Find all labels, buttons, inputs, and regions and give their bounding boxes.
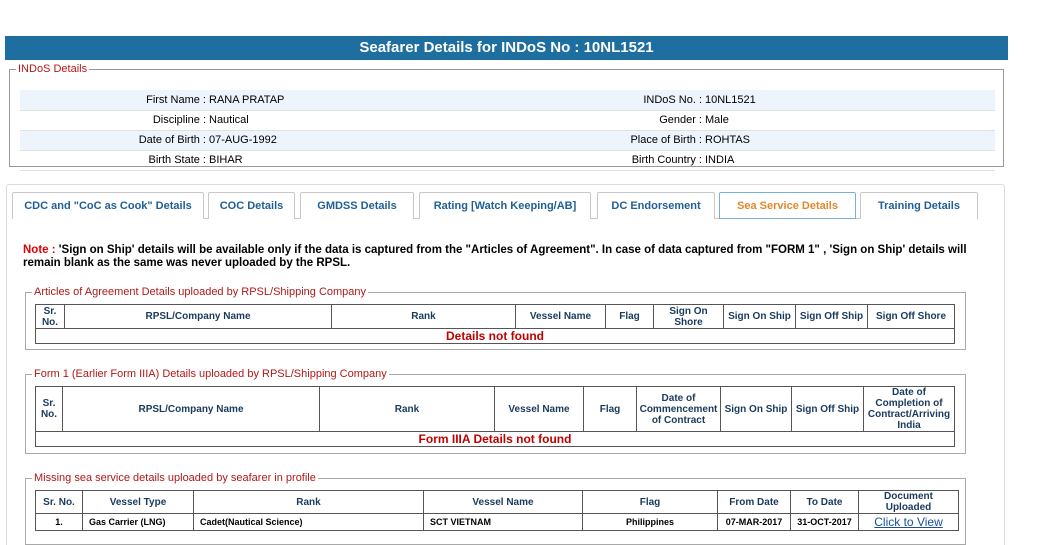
col-sign-on-ship: Sign On Ship	[724, 305, 796, 329]
indos-details-table	[20, 90, 995, 171]
col-vessel-name: Vessel Name	[424, 491, 583, 514]
form1-header-row	[36, 387, 955, 432]
col-vessel-name: Vessel Name	[516, 305, 606, 329]
tab-dc-endorsement[interactable]: DC Endorsement	[597, 192, 715, 219]
dob-value: 07-AUG-1992	[209, 130, 493, 150]
articles-table	[35, 304, 955, 344]
form1-table	[35, 386, 955, 447]
col-from-date: From Date	[718, 491, 791, 514]
indos-row	[20, 110, 995, 130]
col-flag: Flag	[584, 387, 637, 432]
first-name-label: First Name :	[20, 90, 209, 110]
cell-from-date: 07-MAR-2017	[718, 514, 791, 531]
click-to-view-link[interactable]: Click to View	[859, 514, 959, 531]
col-rank: Rank	[332, 305, 516, 329]
tab-cdc-coc-cook[interactable]: CDC and "CoC as Cook" Details	[12, 192, 204, 219]
col-sr-no: Sr. No.	[36, 387, 63, 432]
indos-details-panel	[9, 63, 1004, 167]
cell-vessel-type: Gas Carrier (LNG)	[83, 514, 194, 531]
missing-legend: Missing sea service details uploaded by seafarer in profile	[34, 472, 316, 484]
articles-empty-row	[36, 329, 955, 344]
cell-vessel-name: SCT VIETNAM	[424, 514, 583, 531]
form1-not-found: Form IIIA Details not found	[36, 432, 955, 447]
indos-no-value: 10NL1521	[705, 90, 995, 110]
form1-empty-row	[36, 432, 955, 447]
missing-sea-service-table	[35, 490, 959, 531]
articles-header-row	[36, 305, 955, 329]
tab-rating-watch-keeping[interactable]: Rating [Watch Keeping/AB]	[419, 192, 591, 219]
col-sr-no: Sr. No.	[36, 491, 83, 514]
col-sign-off-shore: Sign Off Shore	[868, 305, 955, 329]
first-name-value: RANA PRATAP	[209, 90, 493, 110]
page-title: Seafarer Details for INDoS No : 10NL1521	[5, 36, 1008, 60]
col-flag: Flag	[606, 305, 654, 329]
tab-sea-service-details[interactable]: Sea Service Details	[719, 192, 856, 219]
gender-label: Gender :	[493, 110, 705, 130]
col-to-date: To Date	[791, 491, 859, 514]
tab-training-details[interactable]: Training Details	[860, 192, 978, 219]
indos-row	[20, 130, 995, 150]
cell-flag: Philippines	[583, 514, 718, 531]
tab-coc-details[interactable]: COC Details	[208, 192, 295, 219]
articles-legend: Articles of Agreement Details uploaded by RPSL/Shipping Company	[34, 286, 367, 298]
col-rpsl-company-name: RPSL/Company Name	[63, 387, 320, 432]
cell-rank: Cadet(Nautical Science)	[194, 514, 424, 531]
col-rank: Rank	[194, 491, 424, 514]
cell-sr-no: 1.	[36, 514, 83, 531]
col-vessel-name: Vessel Name	[495, 387, 584, 432]
dob-label: Date of Birth :	[20, 130, 209, 150]
col-document-uploaded: Document Uploaded	[859, 491, 959, 514]
form1-legend: Form 1 (Earlier Form IIIA) Details uploaded by RPSL/Shipping Company	[34, 368, 387, 380]
table-row	[36, 514, 959, 531]
cell-to-date: 31-OCT-2017	[791, 514, 859, 531]
birth-country-label: Birth Country :	[493, 150, 705, 170]
col-rpsl-company-name: RPSL/Company Name	[65, 305, 332, 329]
indos-no-label: INDoS No. :	[493, 90, 705, 110]
tab-gmdss-details[interactable]: GMDSS Details	[300, 192, 414, 219]
col-rank: Rank	[320, 387, 495, 432]
col-date-completion: Date of Completion of Contract/Arriving India	[864, 387, 955, 432]
discipline-value: Nautical	[209, 110, 493, 130]
birth-country-value: INDIA	[705, 150, 995, 170]
birth-state-label: Birth State :	[20, 150, 209, 170]
col-sign-on-ship: Sign On Ship	[721, 387, 792, 432]
col-sign-off-ship: Sign Off Ship	[796, 305, 868, 329]
missing-header-row	[36, 491, 959, 514]
indos-row	[20, 150, 995, 170]
place-of-birth-value: ROHTAS	[705, 130, 995, 150]
col-date-commencement: Date of Commencement of Contract	[637, 387, 721, 432]
sea-service-note	[23, 244, 983, 270]
gender-value: Male	[705, 110, 995, 130]
col-vessel-type: Vessel Type	[83, 491, 194, 514]
col-sign-off-ship: Sign Off Ship	[792, 387, 864, 432]
col-sr-no: Sr. No.	[36, 305, 65, 329]
col-flag: Flag	[583, 491, 718, 514]
note-text: 'Sign on Ship' details will be available only if the data is captured from the "Articles of Agreement". In case of data captured from "FORM 1" , 'Sign on Ship' details will remain blank as the same was never uploaded by the RPSL.	[23, 244, 967, 269]
indos-row	[20, 90, 995, 110]
articles-not-found: Details not found	[36, 329, 955, 344]
col-sign-on-shore: Sign On Shore	[654, 305, 724, 329]
birth-state-value: BIHAR	[209, 150, 493, 170]
note-label: Note :	[23, 244, 56, 256]
discipline-label: Discipline :	[20, 110, 209, 130]
indos-details-legend: INDoS Details	[18, 63, 88, 75]
place-of-birth-label: Place of Birth :	[493, 130, 705, 150]
